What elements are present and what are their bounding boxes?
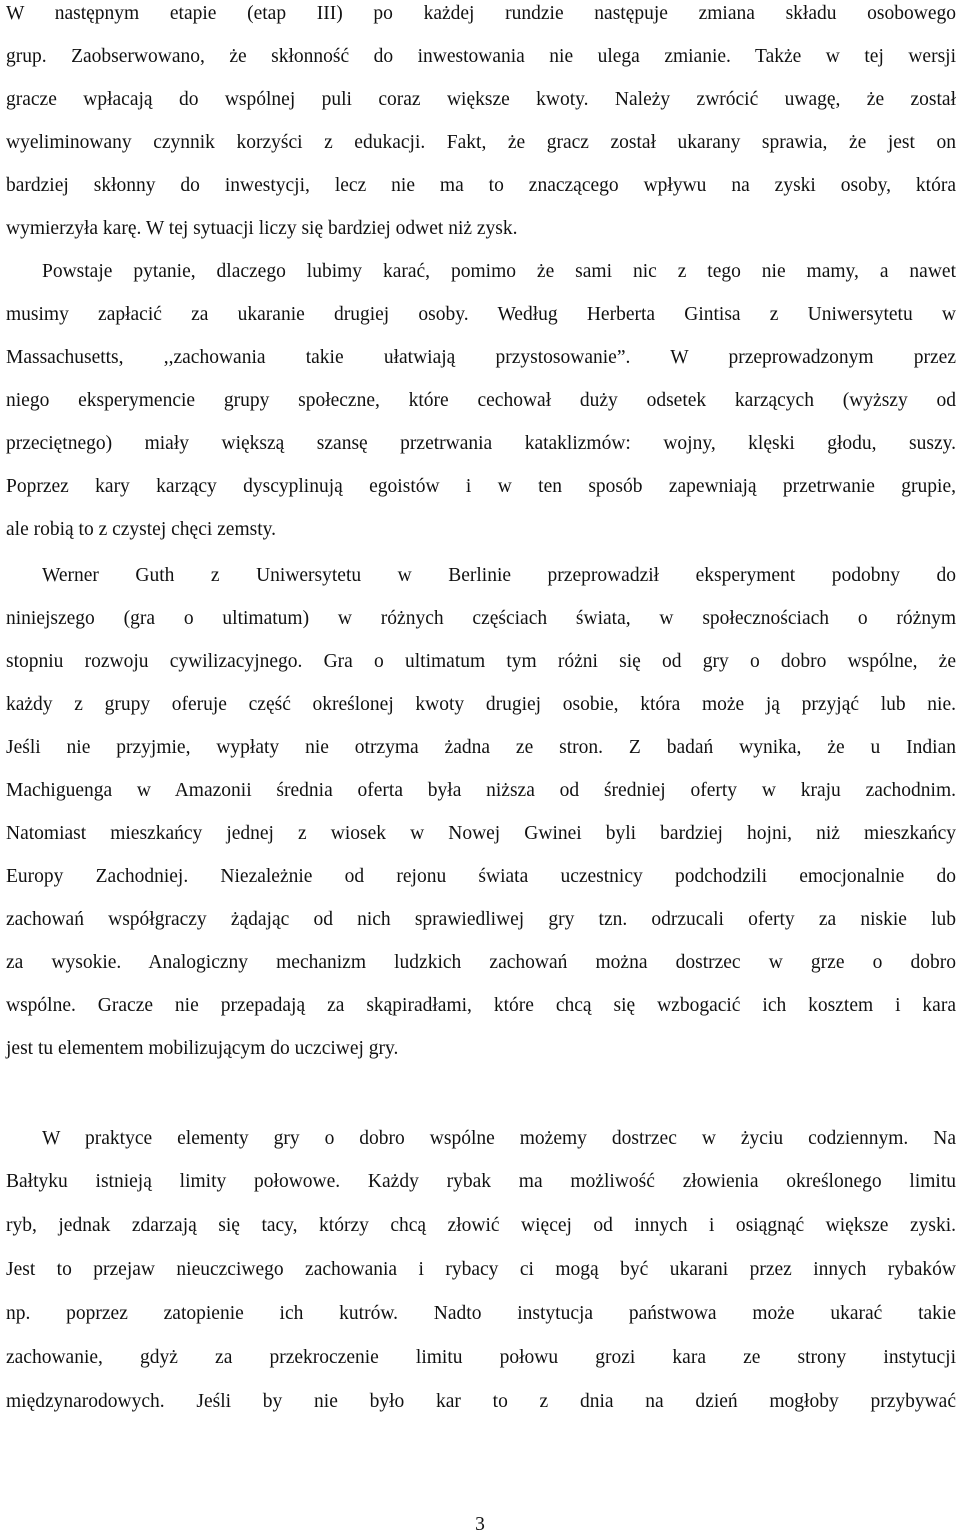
text-line: wyeliminowany czynnik korzyści z edukacji. Fakt, że gracz został ukarany sprawia, że jest on [6, 132, 956, 153]
text-line: zachowanie, gdyż za przekroczenie limitu połowu grozi kara ze strony instytucji [6, 1347, 956, 1368]
text-line: niego eksperymencie grupy społeczne, które cechował duży odsetek karzących (wyższy od [6, 390, 956, 411]
text-line: Natomiast mieszkańcy jednej z wiosek w Nowej Gwinei byli bardziej hojni, niż mieszkańcy [6, 823, 956, 844]
text-line: np. poprzez zatopienie ich kutrów. Nadto instytucja państwowa może ukarać takie [6, 1303, 956, 1324]
text-line: przeciętnego) miały większą szansę przetrwania kataklizmów: wojny, klęski głodu, suszy. [6, 433, 956, 454]
text-line: Jest to przejaw nieuczciwego zachowania i rybacy ci mogą być ukarani przez innych rybaków [6, 1259, 956, 1280]
text-line: Massachusetts, ,,zachowania takie ułatwiają przystosowanie”. W przeprowadzonym przez [6, 347, 956, 368]
text-line: gracze wpłacają do wspólnej puli coraz większe kwoty. Należy zwrócić uwagę, że został [6, 89, 956, 110]
text-line: wymierzyła karę. W tej sytuacji liczy się bardziej odwet niż zysk. [6, 218, 518, 239]
text-line: każdy z grupy oferuje część określonej kwoty drugiej osobie, która może ją przyjąć lub nie. [6, 694, 956, 715]
page-number: 3 [475, 1514, 485, 1535]
text-line: jest tu elementem mobilizującym do uczciwej gry. [6, 1038, 399, 1059]
text-line: za wysokie. Analogiczny mechanizm ludzkich zachowań można dostrzec w grze o dobro [6, 952, 956, 973]
text-line: ale robią to z czystej chęci zemsty. [6, 519, 276, 540]
text-line: Powstaje pytanie, dlaczego lubimy karać, pomimo że sami nic z tego nie mamy, a nawet [42, 261, 956, 282]
text-line: międzynarodowych. Jeśli by nie było kar to z dnia na dzień mogłoby przybywać [6, 1391, 956, 1412]
text-line: wspólne. Gracze nie przepadają za skąpiradłami, które chcą się wzbogacić ich kosztem i kara [6, 995, 956, 1016]
text-line: grup. Zaobserwowano, że skłonność do inwestowania nie ulega zmianie. Także w tej wersji [6, 46, 956, 67]
text-line: Poprzez kary karzący dyscyplinują egoistów i w ten sposób zapewniają przetrwanie grupie, [6, 476, 956, 497]
text-line: zachowań współgraczy żądając od nich sprawiedliwej gry tzn. odrzucali oferty za niskie lub [6, 909, 956, 930]
text-line: Europy Zachodniej. Niezależnie od rejonu świata uczestnicy podchodzili emocjonalnie do [6, 866, 956, 887]
text-line: Werner Guth z Uniwersytetu w Berlinie przeprowadził eksperyment podobny do [42, 565, 956, 586]
text-line: bardziej skłonny do inwestycji, lecz nie ma to znaczącego wpływu na zyski osoby, która [6, 175, 956, 196]
text-line: Jeśli nie przyjmie, wypłaty nie otrzyma żadna ze stron. Z badań wynika, że u Indian [6, 737, 956, 758]
text-line: Machiguenga w Amazonii średnia oferta była niższa od średniej oferty w kraju zachodnim. [6, 780, 956, 801]
text-line: Bałtyku istnieją limity połowowe. Każdy rybak ma możliwość złowienia określonego limitu [6, 1171, 956, 1192]
text-line: niniejszego (gra o ultimatum) w różnych częściach świata, w społecznościach o różnym [6, 608, 956, 629]
text-line: musimy zapłacić za ukaranie drugiej osoby. Według Herberta Gintisa z Uniwersytetu w [6, 304, 956, 325]
text-line: ryb, jednak zdarzają się tacy, którzy chcą złowić więcej od innych i osiągnąć większe zyski. [6, 1215, 956, 1236]
text-line: W praktyce elementy gry o dobro wspólne możemy dostrzec w życiu codziennym. Na [42, 1128, 956, 1149]
text-line: stopniu rozwoju cywilizacyjnego. Gra o ultimatum tym różni się od gry o dobro wspólne, że [6, 651, 956, 672]
text-line: W następnym etapie (etap III) po każdej rundzie następuje zmiana składu osobowego [6, 3, 956, 24]
